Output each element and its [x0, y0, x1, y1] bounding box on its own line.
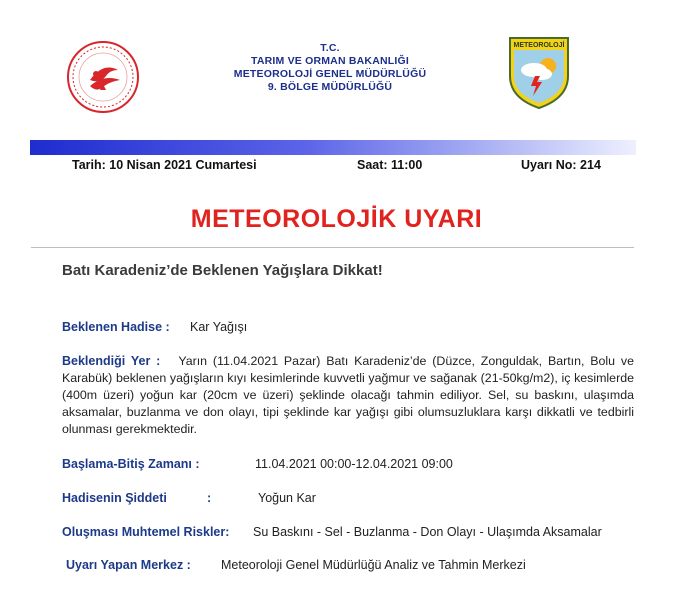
ministry-seal-logo — [66, 40, 140, 114]
period-label: Başlama-Bitiş Zamanı : — [62, 457, 200, 471]
header-line-region: 9. BÖLGE MÜDÜRLÜĞÜ — [267, 81, 393, 93]
severity-label: Hadisenin Şiddeti — [62, 491, 167, 505]
severity-separator: : — [207, 491, 212, 505]
date-text: Tarih: 10 Nisan 2021 Cumartesi — [72, 158, 257, 172]
risks-value: Su Baskını - Sel - Buzlanma - Don Olayı - Ulaşımda Aksamalar — [253, 525, 602, 539]
risks-label: Oluşması Muhtemel Riskler: — [62, 525, 230, 539]
right-logo-text: METEOROLOJİ — [513, 42, 565, 49]
location-text: Yarın (11.04.2021 Pazar) Batı Karadeniz’de (Düzce, Zonguldak, Bartın, Bolu ve Karabük) beklenen yağışların kıyı kesimlerinde kuvvetli yağmur ve sağanak (21-50kg/m2), iç kesimlerde (400m üzeri) yoğun kar (20cm ve üzeri) şeklinde olacağı tahmin ediliyor. Sel, su baskını, ulaşımda aksamalar, buzlanma ve don olayı, tipi şeklinde kar yağışı gibi olumsuzluklara karşı dikkatli ve tedbirli olunması gerekmektedir. — [62, 354, 634, 436]
title-divider — [31, 247, 634, 248]
time-text: Saat: 11:00 — [357, 158, 423, 172]
center-label: Uyarı Yapan Merkez : — [66, 558, 191, 572]
warning-number-text: Uyarı No: 214 — [521, 158, 601, 172]
warning-subtitle: Batı Karadeniz’de Beklenen Yağışlara Dikkat! — [62, 262, 383, 279]
severity-value: Yoğun Kar — [258, 491, 316, 505]
period-value: 11.04.2021 00:00-12.04.2021 09:00 — [255, 457, 453, 471]
location-paragraph — [62, 353, 634, 438]
meteorology-shield-logo — [508, 36, 570, 110]
page-title: METEOROLOJİK UYARI — [190, 205, 483, 233]
header-line-ministry: TARIM VE ORMAN BAKANLIĞI — [250, 55, 409, 67]
header-line-directorate: METEOROLOJİ GENEL MÜDÜRLÜĞÜ — [233, 68, 427, 80]
center-value: Meteoroloji Genel Müdürlüğü Analiz ve Tahmin Merkezi — [221, 558, 526, 572]
header-line-tc: T.C. — [320, 42, 340, 54]
event-label: Beklenen Hadise : — [62, 320, 170, 334]
location-label: Beklendiği Yer : — [62, 354, 161, 368]
header-band — [30, 140, 636, 155]
event-value: Kar Yağışı — [190, 320, 248, 334]
